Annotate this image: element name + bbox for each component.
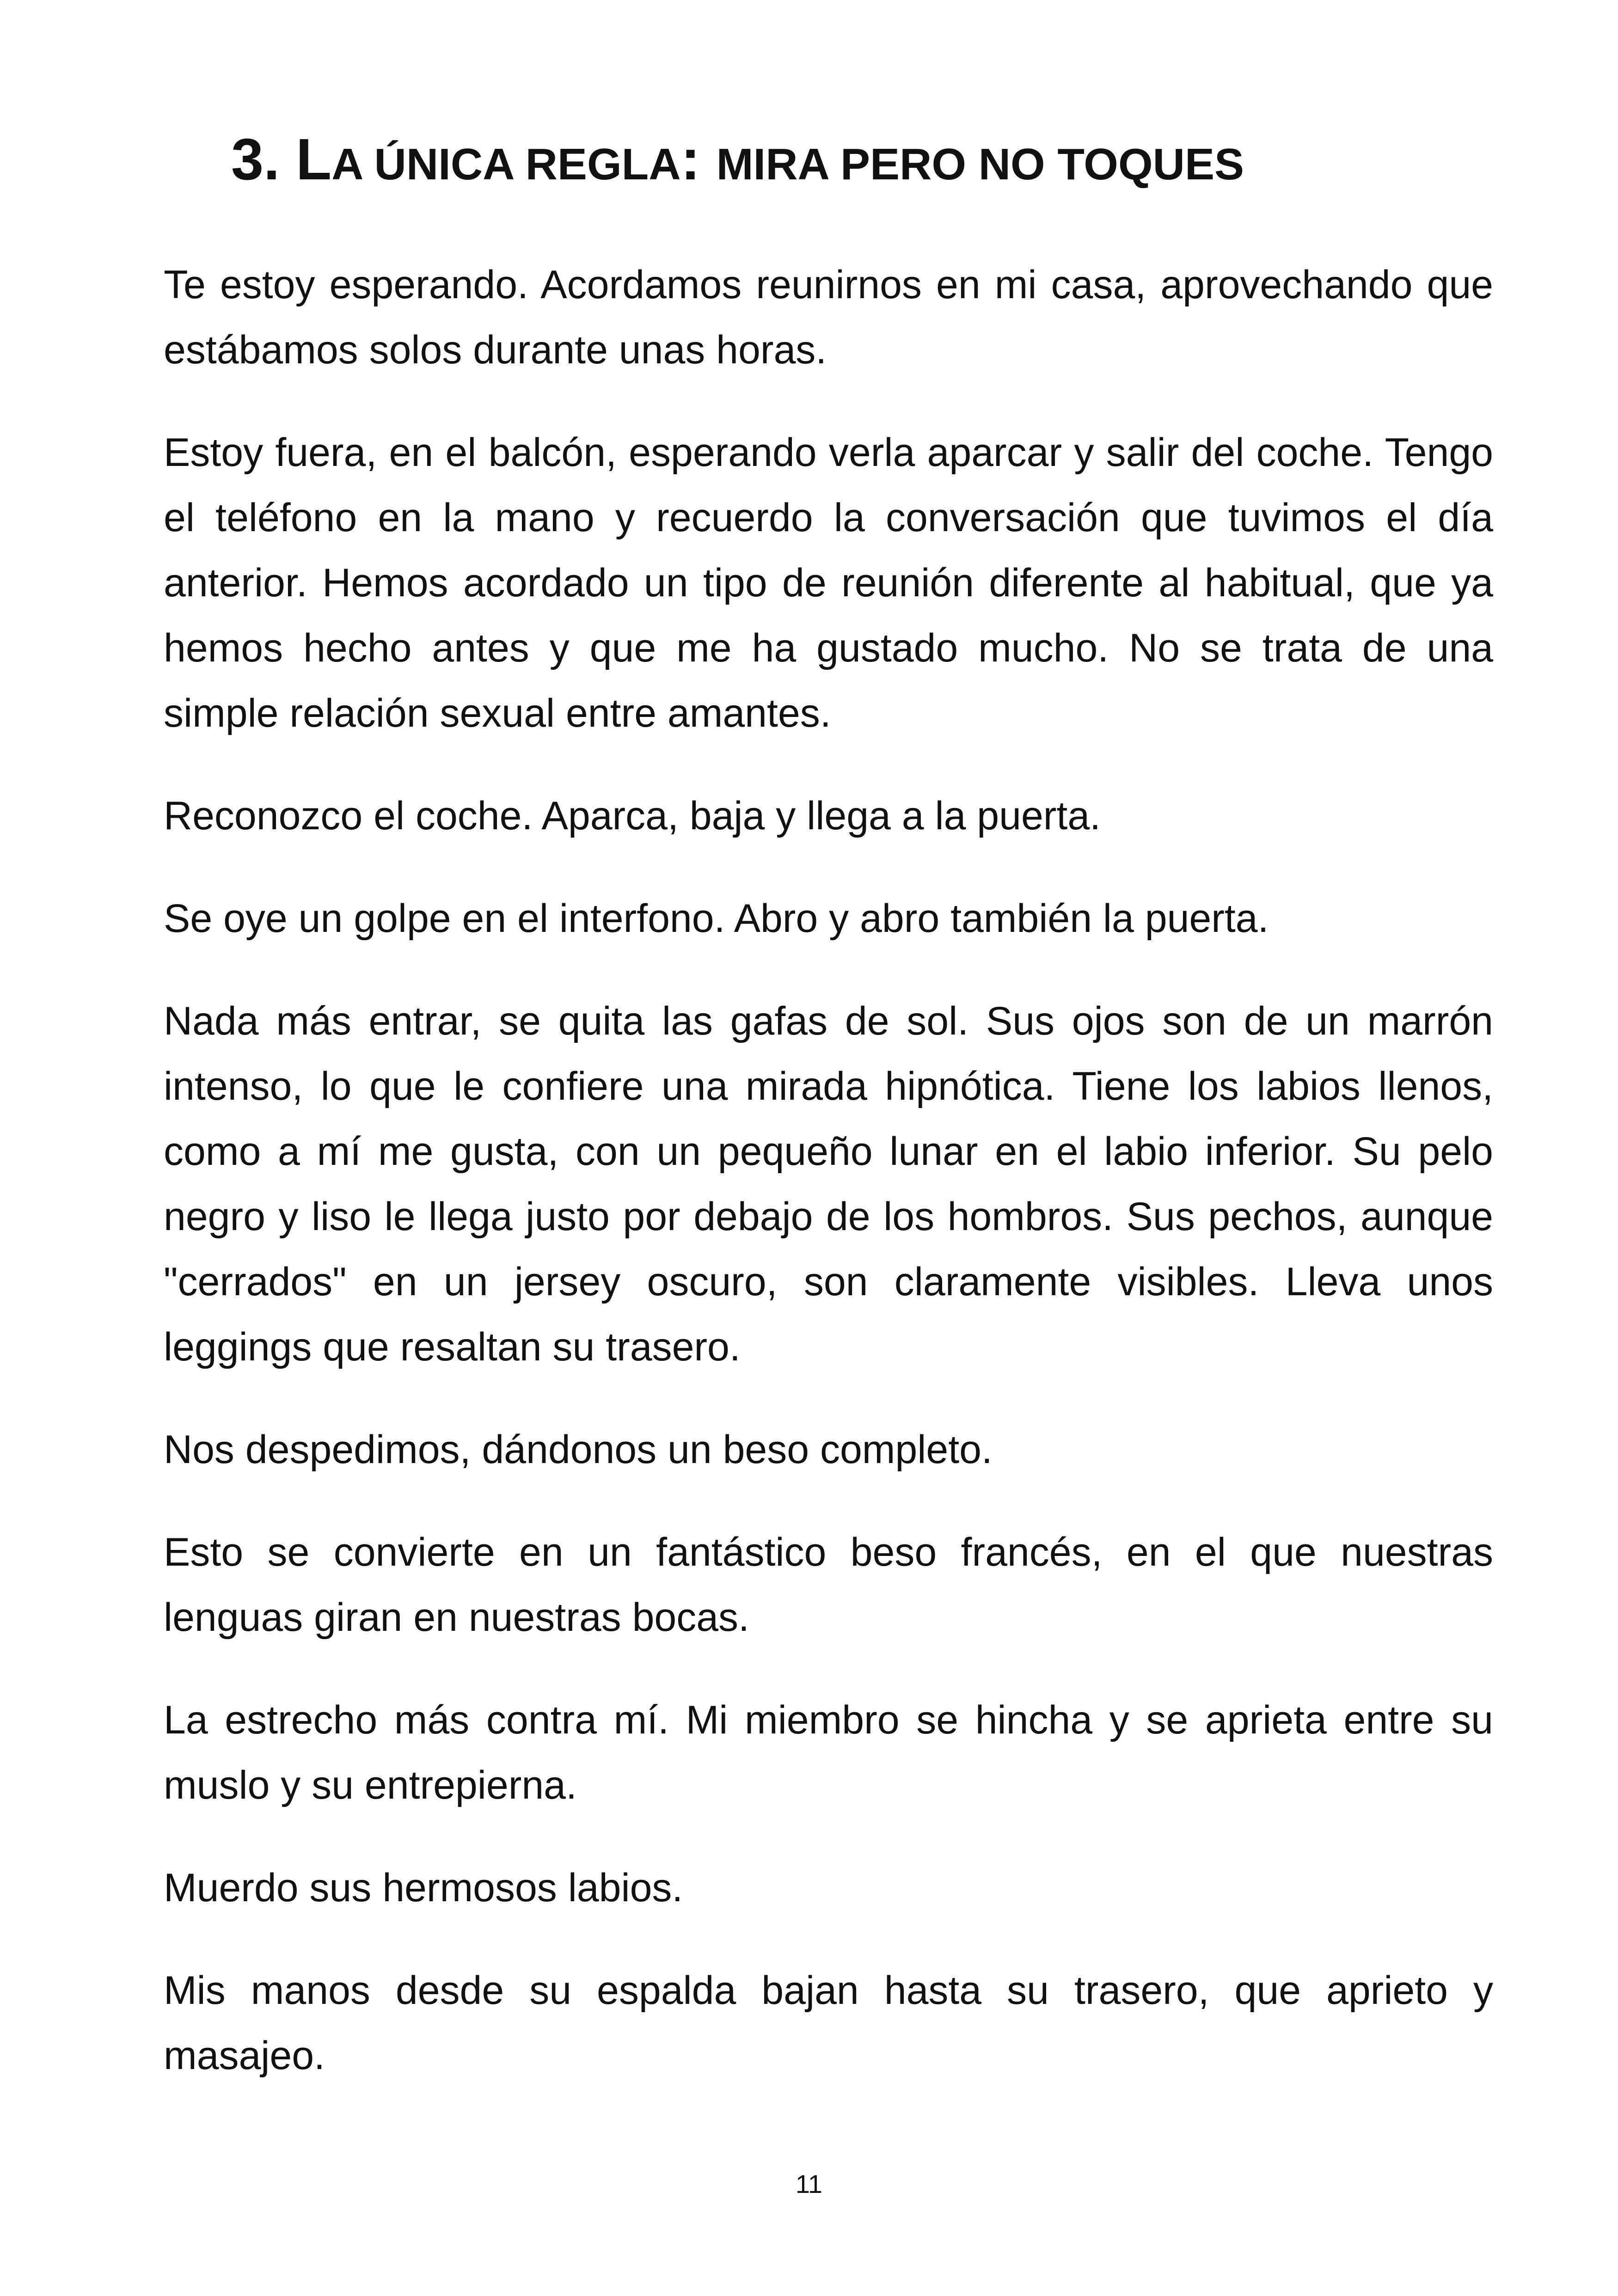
paragraph: La estrecho más contra mí. Mi miembro se hincha y se aprieta entre su muslo y su entrepierna.: [164, 1698, 1493, 1807]
paragraph: Nada más entrar, se quita las gafas de sol. Sus ojos son de un marrón intenso, lo que le confiere una mirada hipnótica. Tiene los labios llenos, como a mí me gusta, con un pequeño lunar en el labio inferior. Su pelo negro y liso le llega justo por debajo de los hombros. Sus pechos, aunque "cerrados" en un jersey oscuro, son claramente visibles. Lleva unos leggings que resaltan su trasero.: [164, 999, 1493, 1369]
paragraph: Estoy fuera, en el balcón, esperando verla aparcar y salir del coche. Tengo el teléfono en la mano y recuerdo la conversación que tuvimos el día anterior. Hemos acordado un tipo de reunión diferente al habitual, que ya hemos hecho antes y que me ha gustado mucho. No se trata de una simple relación sexual entre amantes.: [164, 430, 1493, 735]
chapter-title-part-2: MIRA PERO NO TOQUES: [716, 140, 1244, 189]
chapter-title-separator: :: [680, 127, 717, 192]
paragraph: Se oye un golpe en el interfono. Abro y abro también la puerta.: [164, 896, 1269, 941]
page-number: 11: [795, 2169, 823, 2198]
chapter-title-initial: L: [296, 127, 332, 192]
chapter-title-part-1: A ÚNICA REGLA: [331, 140, 681, 189]
paragraph: Muerdo sus hermosos labios.: [164, 1866, 683, 1910]
paragraph: Te estoy esperando. Acordamos reunirnos en mi casa, aprovechando que estábamos solos durante unas horas.: [164, 263, 1493, 372]
chapter-title: [231, 122, 1244, 202]
paragraph: Reconozco el coche. Aparca, baja y llega a la puerta.: [164, 794, 1101, 838]
body-text: [164, 252, 1493, 2126]
chapter-number: 3.: [231, 127, 296, 192]
paragraph: Mis manos desde su espalda bajan hasta su trasero, que aprieto y masajeo.: [164, 1968, 1493, 2078]
paragraph: Nos despedimos, dándonos un beso completo.: [164, 1427, 993, 1472]
paragraph: Esto se convierte en un fantástico beso francés, en el que nuestras lenguas giran en nuestras bocas.: [164, 1530, 1493, 1640]
